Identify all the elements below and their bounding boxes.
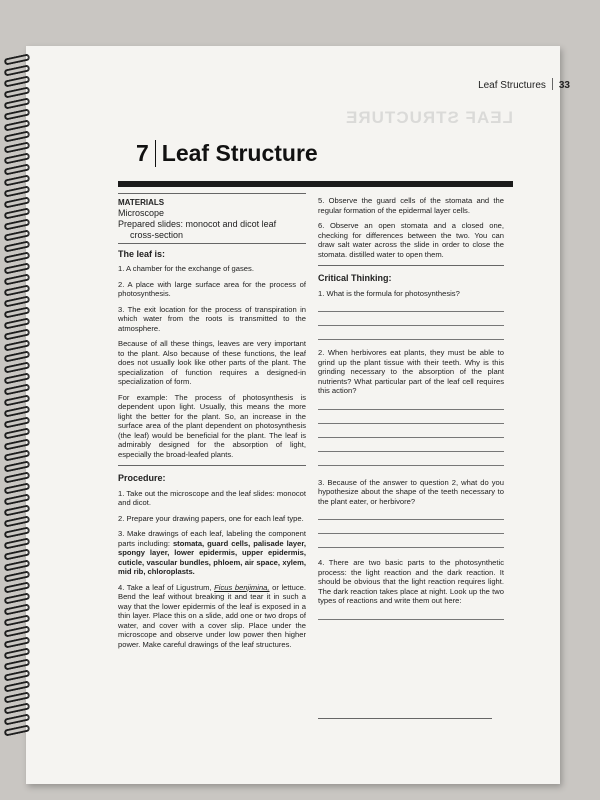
spiral-binding	[0, 56, 34, 746]
procedure-step-text: 3. Make drawings of each leaf, labeling the component parts including:	[118, 529, 306, 548]
leaf-paragraph: For example: The process of photosynthesis is dependent upon light. Usually, this means the more light the better for the plant. So, an increase in the surface area of the plant dependent on photosynthesis (the leaf) would be beneficial for the plant. The leaf is admirably designed for the absorption of light, especially the broad-leafed plants.	[118, 392, 306, 459]
leaf-is-item: 3. The exit location for the process of transpiration in which water from the roots is transmitted to the atmosphere.	[118, 304, 306, 333]
spiral-coil	[4, 658, 31, 670]
spiral-coil	[4, 603, 31, 615]
spiral-coil	[4, 515, 31, 527]
spiral-coil	[4, 669, 31, 681]
spiral-coil	[4, 504, 31, 516]
bleed-through-text: LEAF STRUCTURE	[345, 108, 513, 127]
spiral-coil	[4, 438, 31, 450]
header-divider	[552, 78, 553, 90]
spiral-coil	[4, 493, 31, 505]
spiral-coil	[4, 97, 31, 109]
leaf-is-item: 2. A place with large surface area for the process of photosynthesis.	[118, 279, 306, 298]
spiral-coil	[4, 548, 31, 560]
spiral-coil	[4, 306, 31, 318]
spiral-coil	[4, 273, 31, 285]
materials-bottom-rule	[118, 243, 306, 244]
answer-line[interactable]	[318, 718, 492, 719]
spiral-coil	[4, 427, 31, 439]
procedure-step: 1. Take out the microscope and the leaf slides: monocot and dicot.	[118, 488, 306, 507]
spiral-coil	[4, 361, 31, 373]
question: 4. There are two basic parts to the photosynthetic process: the light reaction and the dark reaction. It should be obvious that the light reaction requires light. The dark reaction takes place at night. Look up the two types of reactions and write them out here:	[318, 558, 504, 605]
critical-thinking-heading: Critical Thinking:	[318, 273, 392, 283]
spiral-coil	[4, 130, 31, 142]
materials-item: Microscope	[118, 207, 165, 218]
component-parts-list: stomata, guard cells, palisade layer, spongy layer, lower epidermis, upper epidermis, cuticle, vascular bundles, phloem, air space, xylem, mid rib, chloroplasts.	[118, 538, 306, 576]
spiral-coil	[4, 625, 31, 637]
chapter-number: 7	[136, 140, 156, 167]
leaf-is-heading: The leaf is:	[118, 248, 166, 259]
spiral-coil	[4, 592, 31, 604]
spiral-coil	[4, 460, 31, 472]
answer-line[interactable]	[318, 298, 504, 312]
chapter-title	[136, 140, 318, 167]
procedure-step-text: 4. Take a leaf of Ligustrum,	[118, 582, 212, 592]
spiral-coil	[4, 185, 31, 197]
procedure-step: 2. Prepare your drawing papers, one for each leaf type.	[118, 513, 304, 523]
procedure-step: 6. Observe an open stomata and a closed one, checking for differences between the two. You can draw salt water across the slide in order to close the stomata. distilled water to open them.	[318, 221, 504, 259]
answer-line[interactable]	[318, 506, 504, 520]
spiral-coil	[4, 416, 31, 428]
spiral-coil	[4, 339, 31, 351]
running-header	[478, 78, 570, 91]
spiral-coil	[4, 405, 31, 417]
answer-line[interactable]	[318, 424, 504, 438]
left-column	[118, 193, 306, 655]
spiral-coil	[4, 526, 31, 538]
spiral-coil	[4, 350, 31, 362]
critical-rule	[318, 265, 504, 266]
spiral-coil	[4, 75, 31, 87]
spiral-coil	[4, 702, 31, 714]
spiral-coil	[4, 251, 31, 263]
spiral-coil	[4, 295, 31, 307]
procedure-step: 5. Observe the guard cells of the stomata and the regular formation of the epidermal layer cells.	[318, 196, 504, 215]
spiral-coil	[4, 53, 31, 65]
answer-line[interactable]	[318, 606, 504, 620]
answer-line[interactable]	[318, 438, 504, 452]
spiral-coil	[4, 449, 31, 461]
answer-line[interactable]	[318, 534, 504, 548]
spiral-coil	[4, 174, 31, 186]
spiral-coil	[4, 108, 31, 120]
answer-line[interactable]	[318, 520, 504, 534]
procedure-step-text: or lettuce. Bend the leaf without breaking it and tear it in such a way that the lower epidermis of the leaf is exposed in a thin layer. Place this on a slide, add one or two drops of water, and cover with a cover slip. Place under the microscope and observe under low power then higher power. Make careful drawings of the leaf structures.	[118, 582, 306, 649]
spiral-coil	[4, 229, 31, 241]
header-section-title: Leaf Structures	[478, 80, 546, 91]
chapter-title-text: Leaf Structure	[161, 140, 318, 166]
answer-line[interactable]	[318, 326, 504, 340]
spiral-coil	[4, 372, 31, 384]
materials-top-rule	[118, 193, 306, 194]
materials-item: cross-section	[130, 229, 184, 240]
procedure-step	[118, 529, 306, 577]
spiral-coil	[4, 713, 31, 725]
procedure-heading: Procedure:	[118, 473, 166, 483]
right-column	[318, 196, 504, 620]
spiral-coil	[4, 482, 31, 494]
spiral-coil	[4, 284, 31, 296]
procedure-step	[118, 583, 306, 650]
spiral-coil	[4, 86, 31, 98]
spiral-coil	[4, 119, 31, 131]
answer-line[interactable]	[318, 410, 504, 424]
leaf-paragraph: Because of all these things, leaves are very important to the plant. Also because of these functions, the leaf does not usually look like other parts of the plant. The specialization of function requires a designed-in specialization of form.	[118, 339, 306, 386]
question: 1. What is the formula for photosynthesis?	[318, 288, 460, 298]
answer-line[interactable]	[318, 396, 504, 410]
spiral-coil	[4, 64, 31, 76]
procedure-rule	[118, 465, 306, 466]
answer-line[interactable]	[318, 312, 504, 326]
question: 3. Because of the answer to question 2, what do you hypothesize about the shape of the teeth necessary to the plant eater, or herbivore?	[318, 477, 504, 506]
page-number: 33	[558, 80, 570, 91]
spiral-coil	[4, 680, 31, 692]
spiral-coil	[4, 647, 31, 659]
spiral-coil	[4, 141, 31, 153]
spiral-coil	[4, 581, 31, 593]
spiral-coil	[4, 240, 31, 252]
spiral-coil	[4, 196, 31, 208]
spiral-coil	[4, 559, 31, 571]
spiral-coil	[4, 152, 31, 164]
spiral-coil	[4, 262, 31, 274]
materials-heading: MATERIALS	[118, 198, 165, 207]
spiral-coil	[4, 471, 31, 483]
leaf-is-item: 1. A chamber for the exchange of gases.	[118, 264, 254, 273]
spiral-coil	[4, 537, 31, 549]
answer-line[interactable]	[318, 452, 504, 466]
spiral-coil	[4, 570, 31, 582]
species-name: Ficus benjimina,	[214, 582, 270, 592]
spiral-coil	[4, 636, 31, 648]
question: 2. When herbivores eat plants, they must be able to grind up the plant tissue with their teeth. Why is this grinding necessary to the absorption of the plant nutrients? What particular part of the leaf cell requires this action?	[318, 348, 504, 395]
spiral-coil	[4, 394, 31, 406]
spiral-coil	[4, 328, 31, 340]
spiral-coil	[4, 691, 31, 703]
spiral-coil	[4, 614, 31, 626]
spiral-coil	[4, 207, 31, 219]
spiral-coil	[4, 218, 31, 230]
spiral-coil	[4, 383, 31, 395]
spiral-coil	[4, 724, 31, 736]
materials-item: Prepared slides: monocot and dicot leaf	[118, 218, 277, 229]
spiral-coil	[4, 163, 31, 175]
title-rule	[118, 181, 513, 187]
spiral-coil	[4, 317, 31, 329]
